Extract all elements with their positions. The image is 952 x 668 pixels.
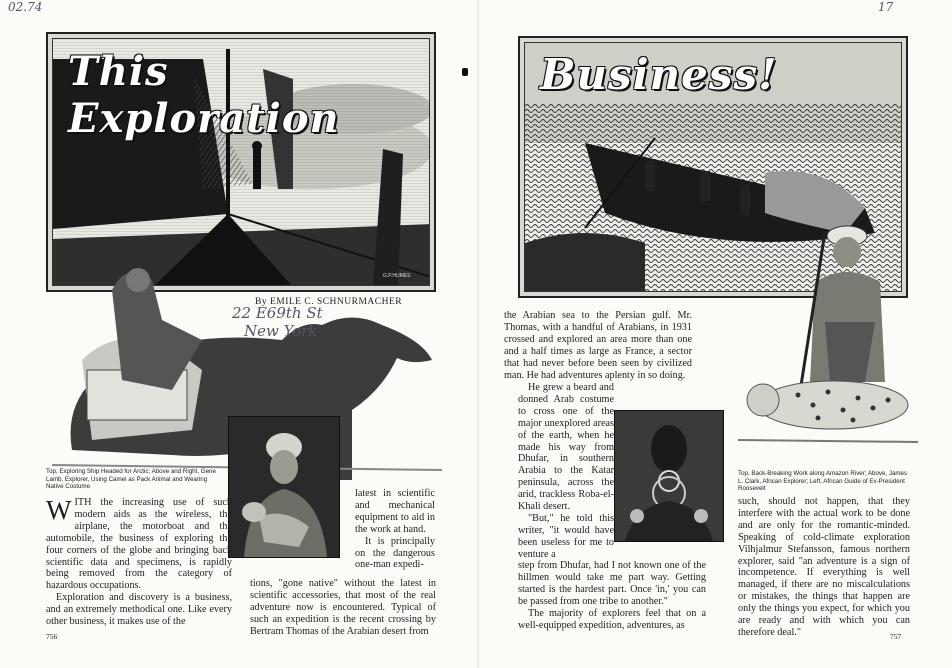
gene-lamb-portrait — [228, 416, 340, 558]
african-guide-portrait — [614, 410, 724, 542]
handwritten-mark: 17 — [878, 0, 894, 14]
right-col1-para3: "But," he told this writer, "it would have been useless for me to venture a — [518, 512, 614, 560]
portrait-drawing — [229, 417, 339, 557]
left-col2-para1: latest in scientific and mechanical equipment to aid in the work at hand. — [355, 488, 435, 535]
artist-signature: G.P.HUMES — [383, 273, 411, 279]
drop-cap: W — [46, 495, 72, 525]
right-caption: Top, Back-Breaking Work along Amazon River; Above, James L. Clark, African Explorer; Left, African Guide of Ex-President Roosevelt — [738, 470, 908, 493]
right-page — [480, 0, 952, 668]
left-col2-para2: It is principally on the dangerous one-man expedi- — [355, 535, 435, 571]
byline: By EMILE C. SCHNURMACHER — [255, 297, 403, 307]
left-col1-para2: Exploration and discovery is a business, and an extremely methodical one. Like every other business, it makes use of the — [46, 592, 232, 628]
right-page-title: Business! — [540, 50, 778, 99]
right-page-number: 757 — [890, 632, 902, 641]
handwritten-date: 02.74 — [8, 0, 43, 14]
binding-mark — [462, 68, 468, 76]
right-column-1-bottom — [518, 560, 706, 631]
right-col1-para4: The majority of explorers feel that on a well-equipped expedition, adventures, as — [518, 607, 706, 631]
right-col1-para2: He grew a beard and donned Arab costume to cross one of the major unexplored areas of the earth, when he made his way from Dhufar, in southern Arabia to the Katar peninsula, across the arid, trackless Roba-el-Khali desert. — [518, 382, 614, 513]
right-column-1-narrow — [518, 382, 614, 561]
left-col1-para1: ITH the increasing use of such modern aids as the wireless, the airplane, the motorboat and the automobile, the business of exploring the four corners of the globe and bringing back scientific data and specimens, is rapidly being removed from the category of hazardous occupations. — [46, 497, 232, 592]
left-caption: Top, Exploring Ship Headed for Arctic; Above and Right, Gene Lamb, Explorer, Using Camel as Pack Animal and Wearing Native Costume — [46, 468, 216, 491]
right-column-1-top: the Arabian sea to the Persian gulf. Mr. Thomas, with a handful of Arabians, in 1931 crossed and explored an area more than one and a half times as large as France, a sector that had never before been seen by civilized man. He had adventures aplenty in so doing. — [504, 310, 692, 381]
left-page-number: 756 — [46, 632, 58, 641]
left-column-2-top — [355, 488, 435, 571]
handwritten-city: New York — [244, 322, 318, 340]
left-column-2-bottom: tions, "gone native" without the latest in scientific accessories, that most of the real adventure now is encountered. Typical of such an expedition is the recent crossing by Bertram Thomas of the Arabian desert from — [250, 578, 436, 637]
left-column-1 — [46, 497, 232, 628]
cheetah-photo — [738, 360, 918, 450]
left-page-title: This Exploration — [68, 48, 340, 142]
right-col1-para3-end: step from Dhufar, had I not known one of the hillmen would take me part way. Getting started is the hardest part. Once 'in,' you can be passed from one tribe to another." — [518, 560, 706, 607]
right-column-2: such, should not happen, that they interfere with the actual work to be done and are only for the romantic-minded. Speaking of cold-climate exploration Vilhjalmur Stefansson, famous northern explorer, said "an adventure is a sign of incompetence. If everything is well managed, if there are no miscalculations or mistakes, the things that happen are only the things you expect, for which you are ready and with which you can therefore deal." — [738, 496, 910, 638]
guide-drawing — [615, 411, 723, 541]
handwritten-street: 22 E69th St — [232, 304, 323, 322]
